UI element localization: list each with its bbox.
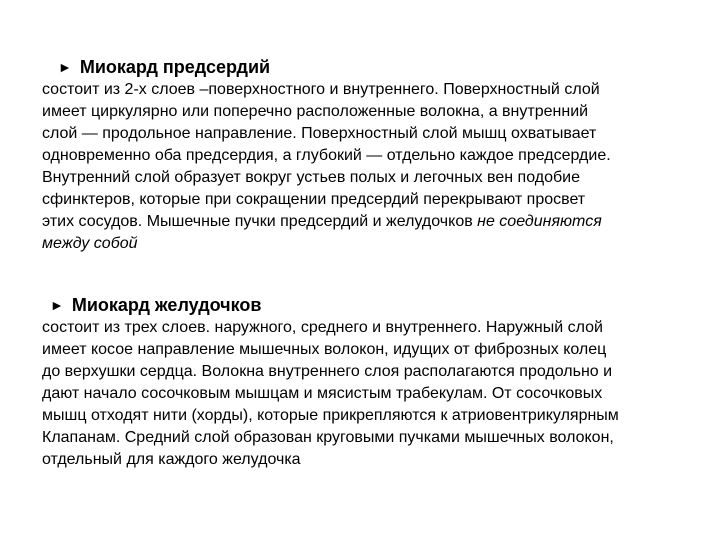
paragraph-line: слой — продольное направление. Поверхностный слой мышц охватывает [42,125,597,142]
paragraph-line-text: этих сосудов. Мышечные пучки предсердий и желудочков [42,213,478,230]
ventricular-myocardium-heading [42,293,702,317]
paragraph-line [42,211,702,233]
paragraph-line: сфинктеров, которые при сокращении предсердий перекрывают просвет [42,191,586,208]
ventricular-heading-text: Миокард желудочков [71,295,262,315]
ventricular-myocardium-section [42,293,702,471]
paragraph-line: до верхушки сердца. Волокна внутреннего слоя располагаются продольно и [42,363,613,380]
ventricular-myocardium-paragraph [42,317,702,471]
paragraph-line: отдельный для каждого желудочка [42,451,301,468]
paragraph-line: Клапанам. Средний слой образован круговыми пучками мышечных волокон, [42,429,614,446]
paragraph-line: мышц отходят нити (хорды), которые прикрепляются к атриовентрикулярным [42,407,619,424]
atrial-myocardium-heading [42,55,702,79]
emphasis-line: между собой [42,235,138,252]
paragraph-line: одновременно оба предсердия, а глубокий — отдельно каждое предсердие. [42,147,611,164]
atrial-heading-text: Миокард предсердий [79,57,271,77]
paragraph-line: состоит из трех слоев. наружного, среднего и внутреннего. Наружный слой [42,319,603,336]
paragraph-line: Внутренний слой образует вокруг устьев полых и легочных вен подобие [42,169,580,186]
bullet-arrow-icon: ► [50,297,64,313]
bullet-arrow-icon: ► [58,59,72,75]
emphasis-text: не соединяются [477,213,602,230]
paragraph-line: имеет косое направление мышечных волокон, идущих от фиброзных колец [42,341,607,358]
paragraph-line: имеет циркулярно или поперечно расположенные волокна, а внутренний [42,103,589,120]
atrial-myocardium-section [42,55,702,255]
paragraph-line: состоит из 2-х слоев –поверхностного и внутреннего. Поверхностный слой [42,81,600,98]
atrial-myocardium-paragraph [42,79,702,255]
paragraph-line: дают начало сосочковым мышцам и мясистым трабекулам. От сосочковых [42,385,603,402]
